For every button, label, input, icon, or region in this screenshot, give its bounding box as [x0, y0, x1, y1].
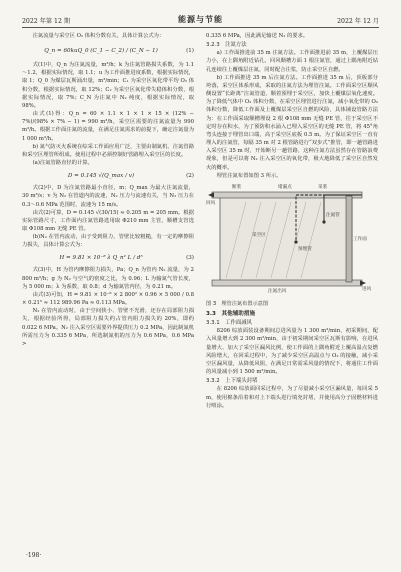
figure-3-diagram — [206, 182, 378, 300]
label-jinfeng: 进风 — [362, 286, 372, 292]
working-face — [346, 196, 352, 282]
return-arrow — [208, 192, 214, 197]
label-zhudan-chufeng: 注氮出风 — [268, 288, 287, 294]
header-rule — [22, 27, 379, 28]
paragraph: (b)N₂ 在管内流动，由于受到阻力，管壁比较粗糙，有一定的摩擦阻力损失，具体计算公式为： — [22, 234, 194, 249]
paragraph: 由式(2)可算，D = 0.145 √(30/15) ≈ 0.205 m = 205 mm。根据实际管路尺寸，工作面内注氮管路选用取 Φ210 mm 主管，顺槽支管选取 Φ108 mm 无缝 PE 管。 — [22, 209, 194, 232]
paragraph: 由式(1)得：Q_n = 60 × 1.1 × 1 × 1 × 15 × (12% − 7%)/(98% × 7% − 1) = 990 m³/h，采空区需要的注氮流量为 990 m³/h。根据工作面注氮的流量，在满足注氮需求的前提下，确定注氮量为 1 000 m³/h。 — [22, 111, 194, 142]
pipe-outlet — [294, 240, 297, 243]
issue-date: 2022 年 12 月 — [337, 18, 379, 25]
paragraph: N₂ 在管内流动时，由于空间狭小、管壁不光滑，还存在局部阻力损失，根据经验所得，局部阻力损失约占管内阻力损失的 20%，即约 0.022 6 MPa。N₂ 注入采空区需要外界提供压力 0.2 MPa，因此制氮机所需压力为 0.335 6 MPa，所选制氮机的压力为 0.6 MPa，0.6 MPa > — [22, 308, 194, 347]
paragraph: 式(1)中，Q_n 为注氮流量，m³/h；k 为注氮管路损失系数，为 1.1～1.2，根据实际情况，取 1.1；u 为工作面推进度系数，根据实际情况，取 1；Q_0 为煤层瓦斯涌出量，m³/min；C₁ 为采空区氧化带平均 O₂ 体积分数，根据实际情况，取 12%；C₂ 为采空区氧化带失稳体积分数，根据实际情况，取 7%；C_N 为注氮中 N₂ 纯度，根据实际情况，取 98%。 — [22, 62, 194, 109]
paragraph: 0.335 6 MPa，因此满足输送 N₂ 的要求。 — [206, 33, 309, 39]
issue-label: 2022 年第 12 期 — [22, 18, 71, 25]
label-huifeng: 回风 — [206, 200, 216, 206]
equation-number: (2) — [186, 173, 194, 180]
intake-arrow — [360, 280, 366, 285]
equation-1 — [22, 41, 194, 60]
page-header — [22, 14, 379, 26]
equation-number: (3) — [186, 255, 194, 262]
paragraph: b) 氮气防灭火系统在综采工作面应用广泛，主要由制氮机、注氮管路和采空区埋管所组成。使用过程中必须控制好管路埋入采空区的长度。 — [22, 143, 194, 158]
equation-body: Q_n = 60kuQ_0 (C_1 − C_2) / (C_N − 1) — [44, 48, 158, 55]
paragraph: 注氮流量与采空区 O₂ 体积分数有关，具体计算公式为： — [32, 33, 165, 39]
section-heading: 3.3 其他辅助措施 — [206, 310, 256, 317]
bottom-roadway — [212, 280, 362, 286]
journal-title: 能源与节能 — [178, 14, 223, 24]
subsection-heading: 3.3.2 上下端头封堵 — [206, 378, 258, 385]
subsection-heading: 3.3.1 工作面减风 — [206, 320, 253, 327]
paragraph: 式(2)中，D 为注氮管路最小直径，m；Q_max 为最大注氮流量，30 m³/s；v 为 N₂ 在管道内的流速，N₂ 压力与流速有关，当 N₂ 压力在 0.3～0.6 MPa 范围时，流速为 15 m/s。 — [22, 185, 194, 208]
paragraph: a) 工作面推进前 35 m 注氮方法。工作面推进前 35 m，上覆煤层压力小，在上隅角附近钻孔，回风顺槽方面 1 根注氮管，通过上隅角附近钻孔连续往上覆煤层注氮，同时配合注浆，防止采空区自燃。 — [206, 50, 378, 73]
paragraph: 在 8206 综放面回采过程中，为了尽量减小采空区漏风量，每回采 5 m，使用棉条沿着和对上下端头进行填充封堵，并使用高分子固燃材料进行喷涂。 — [206, 386, 378, 409]
paragraph: b) 工作面推进 35 m 后注氮方法。工作面推进 35 m 后，顶板部分垮落，采空区体系形成，采取的注氮方法为埋管注氮。工作面采空区顺风侧设置“长距离”注氮管道，顺着预埋于采空区，加快上覆煤层氧化速度。为了降低气体中 O₂ 体积分数，在采空区埋管进行注氮，减小氧化带的 O₂ 体积分数，降低工作面及上覆煤层采空区自燃的风险，具体铺设管路方法为：在工作面采取顺槽埋设 2 根 Φ108 mm 无缝 PE 管，往于采空区不定时存在积水，为了预防积水涌入已埋入采空区的无缝 PE 管，将 45°角弯头连接于埋管出口端，高于采空区底板 0.5 m。为了保证采空区一直有埋入的注氮管，每隔 35 m 对 2 根管路进行“双步式”推管，即一趟管路进入采空区 35 m 时，开始断另一趟管路，这种注氮方法虽然存在管路浪费现象，但是可以将 N₂ 注入采空区的氧化带，极大地降低了采空区自然发火的概率。 — [206, 74, 378, 171]
equation-body: H = 9.81 × 10⁻⁸ λ Q_n² L / d⁵ — [59, 255, 143, 262]
label-gongzuomian: 工作面 — [353, 236, 367, 242]
equation-3 — [22, 250, 194, 265]
paragraph: 由式(3)可知，H = 9.81 × 10⁻⁸ × 2 800² × 0.96 × 5 000 / 0.8 × 0.21⁵ ≈ 112 989.96 Pa ≈ 0.113 MPa。 — [22, 291, 194, 307]
label-liaojiang: 采浆 — [318, 184, 328, 190]
section-heading: 3.2.3 注氮方法 — [206, 42, 247, 49]
label-yumai: 预埋管 — [298, 246, 312, 252]
paragraph: (a)注氮管路直径的计算。 — [32, 160, 93, 167]
paragraph: 8206 综放面装设备期间总进风量为 1 300 m³/min，初采期间，配入风量增大到 2 300 m³/min，由于初采期间采空区瓦斯有影响，在进风量增大、加大了采空区漏风比例，使工作面的上隅角附近上覆高温点复燃风险增大，在回采过程中，为了减少采空区高温点与 O₂ 的接触，减小采空区漏风量，从降低风阻，在满足日常需采风量的情况下，将通往工作面的风量减小到 1 500 m³/min。 — [206, 328, 378, 376]
paragraph: 式(3)中，H 为管内摩擦阻力损失，Pa；Q_n 为管内 N₂ 流量，为 2 800 m³/h；g 为 N₂ 与空气的密度之比，为 0.96；L 为输氮气管长度，为 5 000 m；λ 为系数，取 0.8；d 为输氮管内径，为 0.21 m。 — [22, 267, 194, 290]
label-zhudan-gong: 注氮管 — [326, 212, 340, 218]
page-number: ·198· — [26, 552, 42, 559]
label-caikongqu: 采空区 — [252, 232, 266, 238]
equation-number: (1) — [186, 48, 194, 55]
left-column — [22, 32, 194, 348]
pipe-outlet — [322, 220, 325, 223]
right-column — [206, 32, 378, 410]
goaf-area — [220, 196, 352, 282]
equation-body: D = 0.145 √(Q_max / v) — [67, 173, 135, 180]
equation-2 — [22, 168, 194, 183]
paragraph: 埋管注氮布置如图 3 所示。 — [216, 172, 282, 179]
figure-caption: 图 3 埋管注氮布置示意图 — [206, 300, 269, 307]
label-chuanchengdian: 堵漏点 — [278, 184, 292, 190]
label-duanjiang: 断浆 — [232, 184, 242, 190]
